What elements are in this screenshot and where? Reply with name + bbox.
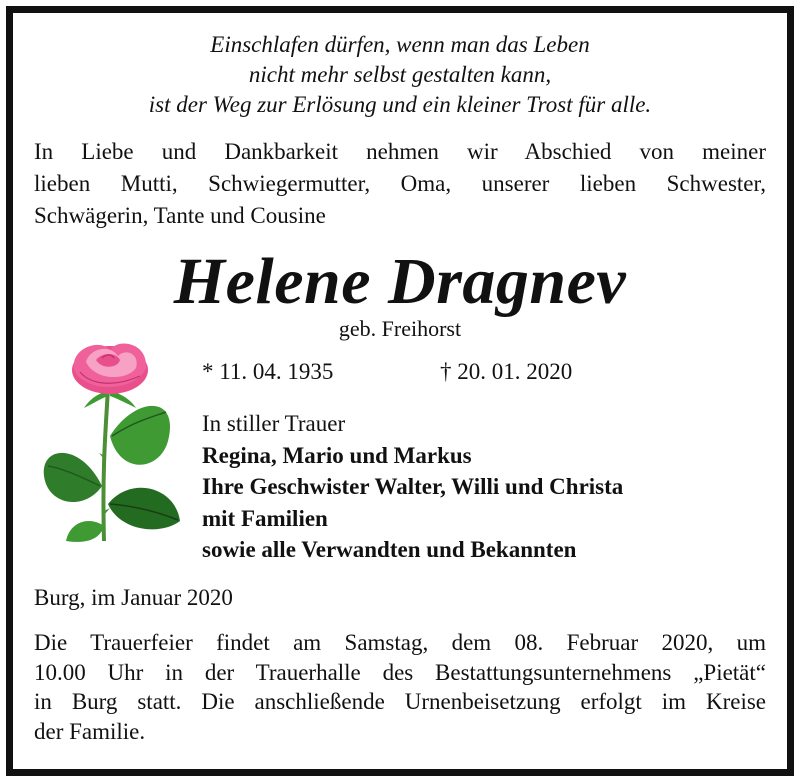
ceremony-notice: [34, 628, 766, 746]
verse-line: nicht mehr selbst gestalten kann,: [248, 62, 552, 87]
ceremony-line: 10.00 Uhr in der Trauerhalle des Bestattungsunternehmens „Pietät“: [34, 659, 766, 685]
place-date: Burg, im Januar 2020: [34, 585, 233, 610]
ceremony-line: in Burg statt. Die anschließende Urnenbeisetzung erfolgt im Kreise: [34, 689, 766, 714]
birth-date: * 11. 04. 1935: [202, 359, 334, 384]
mourner-line: Regina, Mario und Markus: [202, 442, 472, 468]
intro-line: lieben Mutti, Schwiegermutter, Oma, unserer lieben Schwester,: [34, 171, 766, 196]
mourner-line: Ihre Geschwister Walter, Willi und Christa: [202, 474, 624, 499]
farewell-intro: [34, 136, 766, 232]
maiden-name: geb. Freihorst: [338, 316, 462, 341]
rose-icon: [40, 336, 190, 546]
intro-line: Schwägerin, Tante und Cousine: [34, 203, 326, 228]
mourners-intro: In stiller Trauer: [202, 411, 346, 436]
verse-line: Einschlafen dürfen, wenn man das Leben: [210, 32, 590, 57]
deceased-name: Helene Dragnev: [173, 245, 627, 318]
ceremony-line: der Familie.: [34, 718, 146, 744]
mourner-line: mit Familien: [202, 505, 328, 531]
intro-line: In Liebe und Dankbarkeit nehmen wir Abschied von meiner: [34, 139, 766, 164]
verse-line: ist der Weg zur Erlösung und ein kleiner Trost für alle.: [148, 92, 652, 117]
mourners-block: [202, 408, 623, 566]
death-date: † 20. 01. 2020: [440, 359, 573, 384]
memorial-verse: [20, 30, 780, 120]
ceremony-line: Die Trauerfeier findet am Samstag, dem 08. Februar 2020, um: [34, 630, 766, 655]
mourner-line: sowie alle Verwandten und Bekannten: [202, 537, 577, 562]
